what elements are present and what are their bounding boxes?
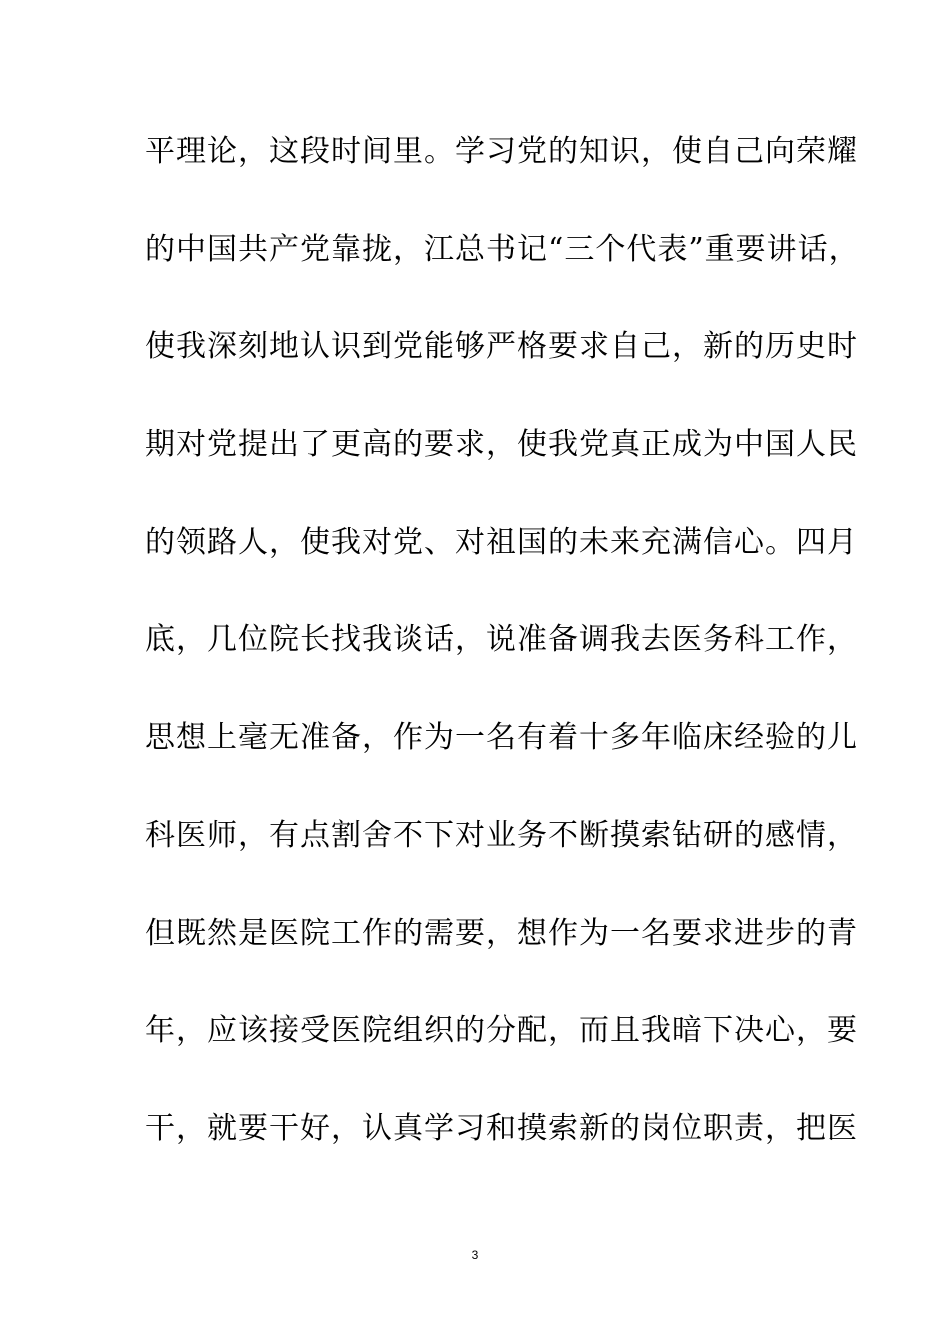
text-line: 干，就要干好，认真学习和摸索新的岗位职责，把医: [145, 1110, 858, 1146]
text-line: 的领路人，使我对党、对祖国的未来充满信心。四月: [145, 524, 858, 560]
body-text: [145, 128, 860, 1203]
text-line: 底，几位院长找我谈话，说准备调我去医务科工作，: [145, 622, 858, 658]
text-line: 期对党提出了更高的要求，使我党真正成为中国人民: [145, 427, 858, 463]
text-line: 年，应该接受医院组织的分配，而且我暗下决心，要: [145, 1013, 858, 1049]
page-number: 3: [471, 1248, 479, 1262]
text-line: 科医师，有点割舍不下对业务不断摸索钻研的感情，: [145, 817, 858, 853]
text-line: 平理论，这段时间里。学习党的知识，使自己向荣耀: [145, 134, 858, 169]
text-line: 使我深刻地认识到党能够严格要求自己，新的历史时: [145, 329, 858, 365]
text-line: 思想上毫无准备，作为一名有着十多年临床经验的儿: [145, 720, 858, 756]
text-line: 的中国共产党靠拢，江总书记“三个代表”重要讲话，: [145, 231, 860, 267]
text-line: 但既然是医院工作的需要，想作为一名要求进步的青: [145, 915, 858, 951]
